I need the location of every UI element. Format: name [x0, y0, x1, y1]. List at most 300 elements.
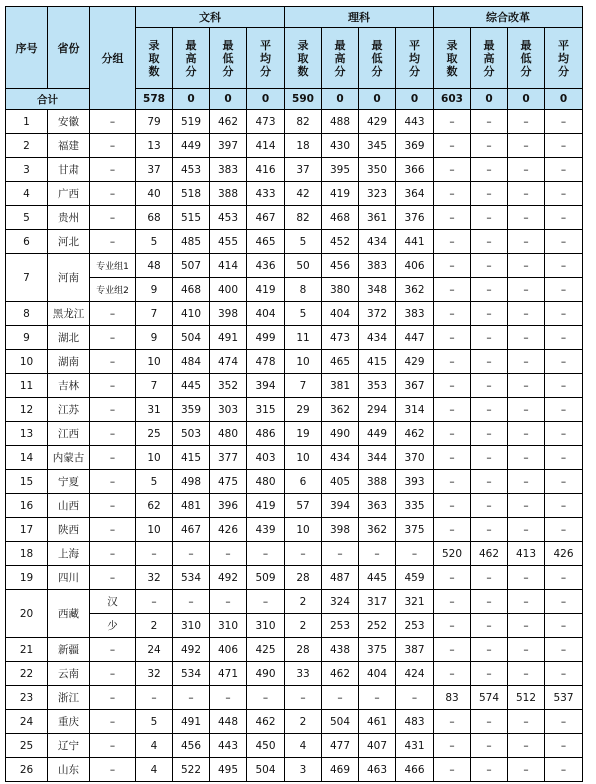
row-province: 广西	[48, 182, 90, 206]
row-value: 431	[396, 734, 434, 758]
row-seq: 14	[6, 446, 48, 470]
row-value: 315	[247, 398, 285, 422]
row-group: –	[90, 134, 136, 158]
row-value: 537	[545, 686, 583, 710]
total-value: 0	[396, 89, 434, 110]
row-value: 5	[285, 230, 322, 254]
row-value: 404	[359, 662, 396, 686]
row-value: 424	[396, 662, 434, 686]
row-province: 西藏	[48, 590, 90, 638]
row-value: 519	[173, 110, 210, 134]
row-group: –	[90, 662, 136, 686]
row-value: 362	[396, 278, 434, 302]
row-value: 467	[247, 206, 285, 230]
row-value: –	[508, 518, 545, 542]
row-seq: 10	[6, 350, 48, 374]
row-value: –	[545, 326, 583, 350]
row-value: 434	[322, 446, 359, 470]
row-value: 37	[136, 158, 173, 182]
row-province: 新疆	[48, 638, 90, 662]
row-value: 33	[285, 662, 322, 686]
row-value: –	[508, 710, 545, 734]
row-value: 574	[471, 686, 508, 710]
row-value: 5	[136, 230, 173, 254]
row-value: –	[471, 446, 508, 470]
row-value: 344	[359, 446, 396, 470]
row-value: –	[434, 398, 471, 422]
subheader-label: 最高分	[334, 38, 346, 78]
row-value: 397	[210, 134, 247, 158]
row-value: –	[545, 494, 583, 518]
row-value: 485	[173, 230, 210, 254]
row-seq: 25	[6, 734, 48, 758]
table-row	[6, 614, 583, 638]
row-group: –	[90, 470, 136, 494]
row-value: 7	[285, 374, 322, 398]
row-value: 478	[247, 350, 285, 374]
row-province: 云南	[48, 662, 90, 686]
row-province: 内蒙古	[48, 446, 90, 470]
table-row	[6, 302, 583, 326]
row-value: 350	[359, 158, 396, 182]
row-value: 419	[247, 494, 285, 518]
row-group: –	[90, 566, 136, 590]
row-value: 369	[396, 134, 434, 158]
row-province: 宁夏	[48, 470, 90, 494]
row-value: 82	[285, 206, 322, 230]
table-row	[6, 494, 583, 518]
row-value: 483	[396, 710, 434, 734]
row-value: 353	[359, 374, 396, 398]
row-value: 477	[322, 734, 359, 758]
row-value: –	[545, 398, 583, 422]
row-value: 488	[322, 110, 359, 134]
row-value: –	[471, 734, 508, 758]
row-group: –	[90, 446, 136, 470]
row-value: –	[545, 638, 583, 662]
row-value: –	[471, 590, 508, 614]
row-value: 370	[396, 446, 434, 470]
row-value: 459	[396, 566, 434, 590]
row-value: 462	[322, 662, 359, 686]
row-seq: 24	[6, 710, 48, 734]
row-value: 407	[359, 734, 396, 758]
row-group: 专业组2	[90, 278, 136, 302]
row-value: –	[434, 326, 471, 350]
row-value: 490	[247, 662, 285, 686]
row-value: 445	[359, 566, 396, 590]
row-value: –	[508, 134, 545, 158]
row-value: 3	[285, 758, 322, 782]
row-seq: 15	[6, 470, 48, 494]
row-value: 404	[322, 302, 359, 326]
table-row	[6, 470, 583, 494]
row-value: 468	[322, 206, 359, 230]
row-value: 534	[173, 662, 210, 686]
row-value: –	[508, 398, 545, 422]
row-value: –	[471, 326, 508, 350]
row-province: 吉林	[48, 374, 90, 398]
row-value: –	[434, 446, 471, 470]
row-value: 10	[285, 446, 322, 470]
row-group: –	[90, 182, 136, 206]
table-row	[6, 758, 583, 782]
row-value: 11	[285, 326, 322, 350]
row-value: 469	[322, 758, 359, 782]
row-value: –	[471, 758, 508, 782]
row-value: 366	[396, 158, 434, 182]
row-province: 山西	[48, 494, 90, 518]
table-row	[6, 182, 583, 206]
row-value: 416	[247, 158, 285, 182]
row-value: –	[471, 206, 508, 230]
row-value: 413	[508, 542, 545, 566]
row-value: –	[322, 542, 359, 566]
row-value: –	[434, 302, 471, 326]
row-value: 480	[210, 422, 247, 446]
row-group: –	[90, 326, 136, 350]
row-value: 303	[210, 398, 247, 422]
row-value: –	[508, 758, 545, 782]
row-value: 456	[173, 734, 210, 758]
row-province: 四川	[48, 566, 90, 590]
subheader-cell	[285, 28, 322, 89]
row-province: 重庆	[48, 710, 90, 734]
row-value: 445	[173, 374, 210, 398]
row-value: –	[210, 590, 247, 614]
total-value: 603	[434, 89, 471, 110]
row-value: 434	[359, 326, 396, 350]
row-value: 466	[396, 758, 434, 782]
row-value: 362	[322, 398, 359, 422]
row-seq: 18	[6, 542, 48, 566]
row-value: 394	[322, 494, 359, 518]
row-seq: 22	[6, 662, 48, 686]
row-value: –	[434, 350, 471, 374]
row-group: –	[90, 686, 136, 710]
row-value: –	[545, 230, 583, 254]
row-seq: 9	[6, 326, 48, 350]
row-value: –	[247, 686, 285, 710]
row-value: 48	[136, 254, 173, 278]
row-value: 348	[359, 278, 396, 302]
row-seq: 11	[6, 374, 48, 398]
row-province: 江西	[48, 422, 90, 446]
row-value: –	[396, 542, 434, 566]
row-seq: 16	[6, 494, 48, 518]
table-row	[6, 350, 583, 374]
row-value: 448	[210, 710, 247, 734]
row-value: 62	[136, 494, 173, 518]
row-value: 37	[285, 158, 322, 182]
table-row	[6, 254, 583, 278]
row-value: –	[471, 566, 508, 590]
row-value: 9	[136, 326, 173, 350]
row-value: 83	[434, 686, 471, 710]
row-value: –	[434, 278, 471, 302]
row-value: –	[471, 182, 508, 206]
row-value: 18	[285, 134, 322, 158]
row-group: 汉	[90, 590, 136, 614]
row-value: –	[545, 422, 583, 446]
row-seq: 7	[6, 254, 48, 302]
row-value: –	[210, 542, 247, 566]
table-row	[6, 230, 583, 254]
row-value: 5	[285, 302, 322, 326]
row-value: 32	[136, 566, 173, 590]
row-value: 473	[247, 110, 285, 134]
row-value: –	[471, 110, 508, 134]
row-province: 福建	[48, 134, 90, 158]
row-value: –	[434, 110, 471, 134]
row-value: 372	[359, 302, 396, 326]
row-value: –	[434, 470, 471, 494]
row-value: –	[545, 758, 583, 782]
row-seq: 2	[6, 134, 48, 158]
row-group: –	[90, 350, 136, 374]
row-value: –	[359, 542, 396, 566]
row-value: –	[508, 326, 545, 350]
row-value: 504	[322, 710, 359, 734]
table-row	[6, 134, 583, 158]
row-province: 上海	[48, 542, 90, 566]
row-value: –	[545, 374, 583, 398]
row-value: 28	[285, 566, 322, 590]
row-value: 359	[173, 398, 210, 422]
row-value: 503	[173, 422, 210, 446]
row-value: –	[471, 638, 508, 662]
row-value: 2	[285, 710, 322, 734]
row-value: 398	[210, 302, 247, 326]
row-value: –	[471, 374, 508, 398]
row-group: –	[90, 734, 136, 758]
row-value: –	[471, 518, 508, 542]
admission-score-table	[5, 6, 583, 782]
row-value: 462	[471, 542, 508, 566]
table-row	[6, 446, 583, 470]
subheader-cell	[359, 28, 396, 89]
table-row	[6, 422, 583, 446]
row-group: –	[90, 710, 136, 734]
total-value: 0	[210, 89, 247, 110]
row-value: 455	[210, 230, 247, 254]
row-value: 522	[173, 758, 210, 782]
row-province: 湖北	[48, 326, 90, 350]
row-value: 484	[173, 350, 210, 374]
row-value: –	[434, 422, 471, 446]
header-province: 省份	[48, 7, 90, 89]
row-value: 10	[136, 518, 173, 542]
row-group: –	[90, 158, 136, 182]
row-group: 少	[90, 614, 136, 638]
row-value: 509	[247, 566, 285, 590]
row-group: –	[90, 422, 136, 446]
row-value: 396	[210, 494, 247, 518]
row-value: 449	[173, 134, 210, 158]
total-value: 0	[173, 89, 210, 110]
row-value: –	[508, 182, 545, 206]
row-value: 491	[210, 326, 247, 350]
row-value: –	[508, 422, 545, 446]
row-value: 375	[359, 638, 396, 662]
row-value: 473	[322, 326, 359, 350]
row-province: 辽宁	[48, 734, 90, 758]
row-value: 468	[173, 278, 210, 302]
row-value: 406	[210, 638, 247, 662]
row-value: –	[434, 374, 471, 398]
row-value: 515	[173, 206, 210, 230]
row-value: 5	[136, 710, 173, 734]
table-row	[6, 734, 583, 758]
row-group: –	[90, 398, 136, 422]
row-value: 310	[247, 614, 285, 638]
admission-table-container	[5, 6, 583, 782]
total-value: 0	[247, 89, 285, 110]
row-value: –	[508, 110, 545, 134]
row-value: –	[434, 230, 471, 254]
row-value: 394	[247, 374, 285, 398]
table-row	[6, 710, 583, 734]
row-province: 甘肃	[48, 158, 90, 182]
row-province: 黑龙江	[48, 302, 90, 326]
subheader-label: 最高分	[185, 38, 197, 78]
row-value: 467	[173, 518, 210, 542]
row-value: –	[545, 254, 583, 278]
row-seq: 13	[6, 422, 48, 446]
row-value: –	[508, 254, 545, 278]
subheader-label: 平均分	[409, 38, 420, 78]
row-value: 2	[136, 614, 173, 638]
row-value: 252	[359, 614, 396, 638]
row-group: –	[90, 206, 136, 230]
table-row	[6, 374, 583, 398]
table-row	[6, 326, 583, 350]
row-value: –	[434, 590, 471, 614]
subheader-cell	[508, 28, 545, 89]
row-value: 512	[508, 686, 545, 710]
row-value: –	[508, 566, 545, 590]
row-value: –	[545, 518, 583, 542]
row-value: 294	[359, 398, 396, 422]
row-value: 377	[210, 446, 247, 470]
row-value: 498	[173, 470, 210, 494]
row-value: –	[545, 182, 583, 206]
row-value: –	[545, 710, 583, 734]
row-value: 430	[322, 134, 359, 158]
total-value: 0	[471, 89, 508, 110]
row-value: –	[545, 206, 583, 230]
subheader-label: 最低分	[520, 38, 532, 78]
row-value: 492	[210, 566, 247, 590]
header-group: 分组	[90, 7, 136, 110]
row-value: –	[545, 662, 583, 686]
row-seq: 17	[6, 518, 48, 542]
row-value: 486	[247, 422, 285, 446]
row-value: –	[471, 278, 508, 302]
row-province: 陕西	[48, 518, 90, 542]
row-province: 河南	[48, 254, 90, 302]
row-value: 452	[322, 230, 359, 254]
row-group: –	[90, 374, 136, 398]
row-value: –	[471, 158, 508, 182]
row-value: –	[508, 734, 545, 758]
row-value: 7	[136, 374, 173, 398]
row-value: –	[322, 686, 359, 710]
row-value: 404	[247, 302, 285, 326]
row-group: –	[90, 518, 136, 542]
row-value: 520	[434, 542, 471, 566]
row-value: 474	[210, 350, 247, 374]
row-province: 江苏	[48, 398, 90, 422]
row-value: –	[508, 230, 545, 254]
row-value: 25	[136, 422, 173, 446]
row-value: –	[434, 182, 471, 206]
row-value: –	[434, 206, 471, 230]
row-value: 19	[285, 422, 322, 446]
row-value: –	[173, 590, 210, 614]
row-value: –	[471, 710, 508, 734]
row-value: 376	[396, 206, 434, 230]
row-value: 13	[136, 134, 173, 158]
row-province: 贵州	[48, 206, 90, 230]
total-value: 578	[136, 89, 173, 110]
row-value: 492	[173, 638, 210, 662]
row-value: –	[508, 470, 545, 494]
row-value: 323	[359, 182, 396, 206]
row-value: –	[434, 494, 471, 518]
row-value: 447	[396, 326, 434, 350]
row-value: 345	[359, 134, 396, 158]
row-seq: 3	[6, 158, 48, 182]
row-group: –	[90, 494, 136, 518]
row-value: 393	[396, 470, 434, 494]
row-value: –	[434, 254, 471, 278]
row-value: 465	[247, 230, 285, 254]
row-group: –	[90, 758, 136, 782]
row-value: 491	[173, 710, 210, 734]
table-row	[6, 110, 583, 134]
row-value: –	[471, 494, 508, 518]
row-value: 253	[322, 614, 359, 638]
row-value: –	[285, 542, 322, 566]
row-value: 453	[173, 158, 210, 182]
row-value: 10	[136, 350, 173, 374]
row-value: 8	[285, 278, 322, 302]
row-value: –	[471, 422, 508, 446]
row-value: –	[508, 158, 545, 182]
row-value: –	[471, 614, 508, 638]
row-value: 4	[136, 758, 173, 782]
subheader-label: 最低分	[222, 38, 234, 78]
row-value: 10	[136, 446, 173, 470]
row-seq: 23	[6, 686, 48, 710]
row-value: –	[471, 470, 508, 494]
row-value: 449	[359, 422, 396, 446]
subheader-cell	[322, 28, 359, 89]
row-value: –	[508, 278, 545, 302]
row-group: –	[90, 302, 136, 326]
row-value: –	[545, 470, 583, 494]
row-value: –	[508, 302, 545, 326]
row-value: 2	[285, 590, 322, 614]
table-row	[6, 662, 583, 686]
row-value: 436	[247, 254, 285, 278]
row-value: 362	[359, 518, 396, 542]
row-value: –	[434, 758, 471, 782]
row-value: –	[545, 278, 583, 302]
subheader-cell	[210, 28, 247, 89]
row-value: 380	[322, 278, 359, 302]
